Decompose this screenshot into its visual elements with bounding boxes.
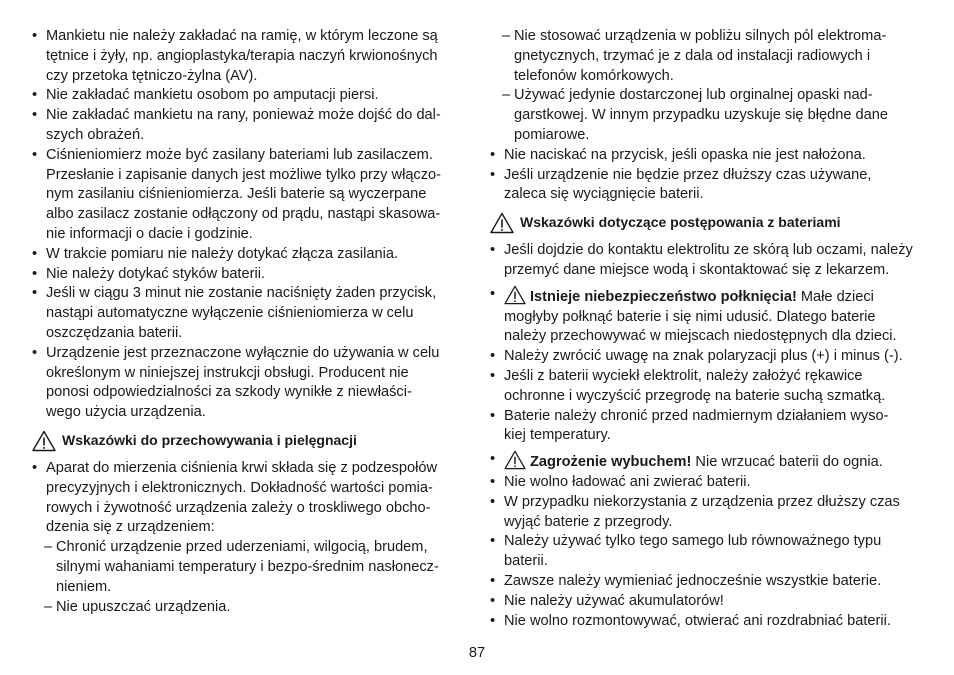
list-item (32, 265, 466, 285)
warning-bold-text: Istnieje niebezpieczeństwo połknięcia! (530, 288, 797, 305)
text-line: • W trakcie pomiaru nie należy dotykać złącza zasilania. (46, 245, 399, 262)
text-line: • Mankietu nie należy zakładać na ramię, w którym leczone są (46, 28, 438, 44)
text-line: czy przetoka tętniczo-żylna (AV). (46, 67, 258, 84)
list-item (32, 344, 466, 423)
list-item (32, 146, 466, 245)
text-line: silnymi wahaniami temperatury i bezpo-średnim nasłonecz- (56, 558, 439, 575)
left-column (32, 27, 466, 617)
text-line: pomiarowe. (514, 126, 590, 143)
right-column (490, 27, 922, 631)
list-item (490, 407, 922, 447)
text-line: • Należy zwrócić uwagę na znak polaryzacji plus (+) i minus (-). (504, 348, 903, 365)
list-item (32, 86, 466, 106)
text-line: ponosi odpowiedzialności za szkody wynikłe z niewłaści- (46, 384, 412, 401)
list-item (490, 347, 922, 367)
warning-triangle-icon (504, 285, 526, 305)
list-item (490, 612, 922, 632)
list-item (490, 473, 922, 493)
text-line: nastąpi automatyczne wyłączenie ciśnieniomierza w celu (46, 305, 414, 322)
dash-item (44, 538, 466, 597)
text-line: • Aparat do mierzenia ciśnienia krwi składa się z podzespołów (46, 459, 437, 476)
left-bullet-list (32, 27, 466, 423)
text-line: tętnice i żyły, np. angioplastyka/terapia naczyń krwionośnych (46, 47, 438, 64)
text-line: określonym w niniejszej instrukcji obsługi. Producent nie (46, 364, 409, 381)
text-line: dzenia się z urządzeniem: (46, 519, 215, 536)
text-line: • Nie zakładać mankietu na rany, ponieważ może dojść do dal- (46, 107, 441, 124)
text-line: kiej temperatury. (504, 427, 611, 444)
warning-triangle-icon (504, 450, 526, 470)
text-line: oszczędzania baterii. (46, 324, 183, 341)
list-item (32, 27, 466, 86)
text-line: baterii. (504, 553, 548, 570)
list-item (32, 106, 466, 146)
page-number: 87 (468, 645, 486, 661)
dash-item (502, 86, 922, 145)
text-line: należy przechowywać w miejscach niedostępnych dla dzieci. (504, 328, 897, 345)
list-item-swallow-warning (490, 285, 922, 347)
text-line: ochronne i wyczyścić przegrodę na baterie suchą szmatką. (504, 387, 886, 404)
section-heading-storage (32, 430, 466, 452)
text-line: • Nie zakładać mankietu osobom po amputacji piersi. (46, 87, 379, 104)
text-line: precyzyjnych i elektronicznych. Dokładność wartości pomia- (46, 479, 433, 496)
warning-triangle-icon (32, 430, 56, 452)
text-line: • Nie naciskać na przycisk, jeśli opaska nie jest nałożona. (504, 146, 866, 163)
section-heading-text: Wskazówki do przechowywania i pielęgnacji (62, 432, 357, 449)
text-line: • Należy używać tylko tego samego lub równoważnego typu (504, 533, 882, 550)
warning-triangle-icon (490, 212, 514, 234)
text-line: • Nie należy dotykać styków baterii. (46, 265, 265, 282)
list-item (490, 592, 922, 612)
text-line: wego użycia urządzenia. (46, 404, 206, 421)
warning-bold-text: Zagrożenie wybuchem! (530, 454, 692, 471)
section-heading-batteries (490, 212, 922, 234)
text-line: • Jeśli w ciągu 3 minut nie zostanie naciśnięty żaden przycisk, (46, 285, 437, 302)
text-line: • W przypadku niekorzystania z urządzenia przez dłuższy czas (504, 493, 900, 510)
text-line: – Nie upuszczać urządzenia. (56, 598, 231, 615)
dash-item (502, 27, 922, 86)
text-line: szych obrażeń. (46, 126, 145, 143)
text-line: • Baterie należy chronić przed nadmiernym działaniem wyso- (504, 407, 889, 424)
text-line: garstkowej. W innym przypadku uzyskuje się błędne dane (514, 107, 888, 124)
text-line: mogłyby połknąć baterie i się nimi udusić. Dlatego baterie (504, 308, 876, 325)
text-line: nieniem. (56, 578, 112, 595)
list-item (32, 245, 466, 265)
text-line: • Nie należy używać akumulatorów! (504, 592, 724, 609)
text-line: gnetycznych, trzymać je z dala od instalacji radiowych i (514, 47, 871, 64)
text-line: rowych i żywotność urządzenia zależy o troskliwego obcho- (46, 499, 431, 516)
list-item-explosion-warning (490, 450, 922, 473)
text-line: • Zawsze należy wymieniać jednocześnie wszystkie baterie. (504, 572, 882, 589)
text-line: – Chronić urządzenie przed uderzeniami, wilgocią, brudem, (56, 539, 428, 556)
text-line: – Używać jedynie dostarczonej lub orginalnej opaski nad- (514, 87, 873, 104)
text-line: – Nie stosować urządzenia w pobliżu silnych pól elektroma- (514, 28, 887, 44)
list-item (490, 146, 922, 166)
text-line: • Ciśnieniomierz może być zasilany bateriami lub zasilaczem. (46, 146, 433, 163)
text-line: • Jeśli urządzenie nie będzie przez dłuższy czas używane, (504, 166, 872, 183)
list-item (490, 367, 922, 407)
list-item (490, 532, 922, 572)
text-line: wyjąć baterie z przegrody. (504, 513, 673, 530)
list-item (32, 459, 466, 538)
list-item (490, 241, 922, 281)
text-line: • Nie wolno rozmontowywać, otwierać ani rozdrabniać baterii. (504, 612, 891, 629)
text-line (504, 285, 922, 308)
text-line (504, 450, 922, 473)
dash-item (44, 598, 466, 618)
text-line: • Nie wolno ładować ani zwierać baterii. (504, 473, 751, 490)
text-line: telefonów komórkowych. (514, 67, 674, 84)
text-line: nie informacji o dacie i godzinie. (46, 225, 253, 242)
list-item (490, 572, 922, 592)
section-heading-text: Wskazówki dotyczące postępowania z bateriami (520, 214, 841, 231)
warning-text: Nie wrzucać baterii do ognia. (691, 454, 883, 471)
text-line: • Jeśli dojdzie do kontaktu elektrolitu ze skórą lub oczami, należy (504, 242, 913, 259)
text-line: Przesłanie i zapisanie danych jest możliwe tylko przy włączo- (46, 166, 442, 183)
list-item (32, 284, 466, 343)
text-line: • Jeśli z baterii wyciekł elektrolit, należy założyć rękawice (504, 367, 863, 384)
warning-text: Małe dzieci (796, 288, 874, 305)
text-line: • Urządzenie jest przeznaczone wyłącznie do używania w celu (46, 344, 440, 361)
list-item (490, 493, 922, 533)
list-item (490, 166, 922, 206)
text-line: zaleca się wyciągnięcie baterii. (504, 186, 704, 203)
text-line: nym zasilaniu ciśnieniomierza. Jeśli baterie są wyczerpane (46, 186, 427, 203)
text-line: przemyć dane miejsce wodą i skontaktować się z lekarzem. (504, 261, 890, 278)
text-line: albo zasilacz zostanie odłączony od prądu, nastąpi skasowa- (46, 206, 441, 223)
